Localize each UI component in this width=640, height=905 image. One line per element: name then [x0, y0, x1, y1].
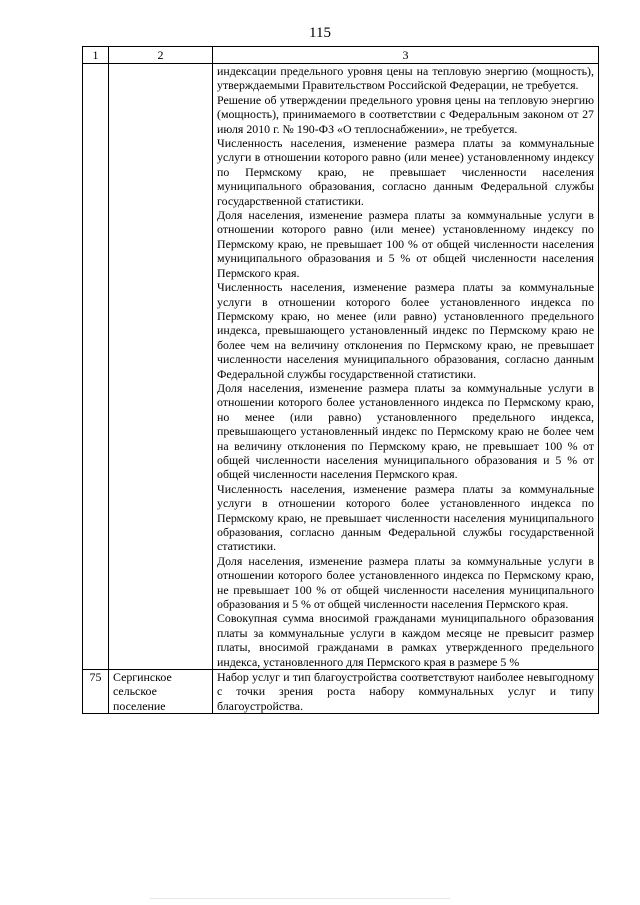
- paragraph-population-equal-index: Численность населения, изменение размера платы за коммунальные услуги в отношении которого равно (или менее) установленному индексу по Пермскому краю, не превышает численности населения муниципального образования, согласно данным Федеральной службы государственной статистики.: [217, 136, 594, 208]
- document-table: [82, 46, 599, 714]
- paragraph-total-payment: Совокупная сумма вносимой гражданами муниципального образования платы за коммунальные услуги в каждом месяце не превысит размер платы, вносимой гражданами в рамках утвержденного предельного индекса, установленного для Пермского края в размере 5 %: [217, 611, 594, 669]
- header-col-1: 1: [83, 47, 109, 64]
- header-col-2: 2: [109, 47, 213, 64]
- page-number: 115: [309, 25, 331, 41]
- paragraph-share-limit-index: Доля населения, изменение размера платы за коммунальные услуги в отношении которого более установленного индекса по Пермскому краю, но менее (или равно) установленного предельного индекса, превышающего установленный индекс по Пермскому краю не более чем на величину отклонения по Пермскому краю, не превышает 100 % от общей численности населения муниципального образования и 5 % от общей численности населения Пермского края.: [217, 380, 594, 482]
- header-col-3: 3: [213, 47, 599, 64]
- cell-municipality-empty: [109, 64, 213, 670]
- row-number: 75: [83, 670, 109, 714]
- paragraph-indexation: индексации предельного уровня цены на тепловую энергию (мощность), утверждаемыми Правительством Российской Федерации, не требуется.: [217, 64, 594, 93]
- paragraph-share-above-index: Доля населения, изменение размера платы за коммунальные услуги в отношении которого более установленного индекса по Пермскому краю, не превышает 100 % от общей численности населения муниципального образования и 5 % от общей численности населения Пермского края.: [217, 553, 594, 612]
- paragraph-price-decision: Решение об утверждении предельного уровня цены на тепловую энергию (мощность), принимаемого в соответствии с Федеральным законом от 27 июля 2010 г. № 190-ФЗ «О теплоснабжении», не требуется.: [217, 92, 594, 136]
- cell-conditions: [213, 64, 599, 670]
- paragraph-share-equal-index: Доля населения, изменение размера платы за коммунальные услуги в отношении которого равно (или менее) установленному индексу по Пермскому краю, не превышает 100 % от общей численности населения муниципального образования и 5 % от общей численности населения Пермского края.: [217, 208, 594, 280]
- municipality-name: Сергинское сельское поселение: [109, 670, 213, 714]
- table-header-row: [83, 47, 599, 64]
- scan-edge-line: [150, 898, 450, 899]
- paragraph-services-set: Набор услуг и тип благоустройства соответствуют наиболее невыгодному с точки зрения роста набору коммунальных услуг и типу благоустройства.: [217, 670, 594, 713]
- table-row-75: [83, 670, 599, 714]
- table-row-continuation: [83, 64, 599, 670]
- paragraph-population-limit-index: Численность населения, изменение размера платы за коммунальные услуги в отношении которого более установленного индекса по Пермскому краю, но менее (или равно) установленного предельного индекса, превышающего установленный индекс по Пермскому краю не более чем на величину отклонения по Пермскому краю, не превышает численности населения муниципального образования, согласно данным Федеральной службы государственной статистики.: [217, 280, 594, 381]
- paragraph-population-above-index: Численность населения, изменение размера платы за коммунальные услуги в отношении которого более установленного индекса по Пермскому краю, не превышает численности населения муниципального образования, согласно данным Федеральной службы государственной статистики.: [217, 481, 594, 554]
- cell-row-75-text: [213, 670, 599, 714]
- cell-number-empty: [83, 64, 109, 670]
